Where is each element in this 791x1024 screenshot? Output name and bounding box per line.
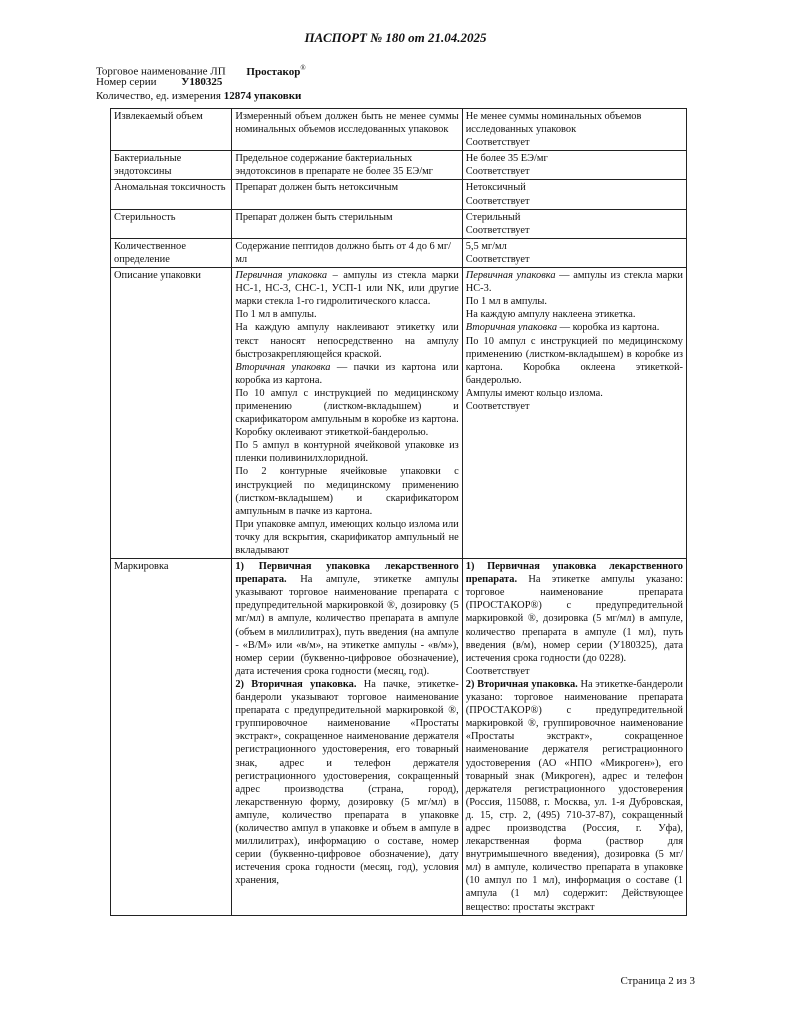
packaging-requirement	[232, 268, 462, 559]
page-number: Страница 2 из 3	[620, 975, 695, 987]
table-row	[111, 109, 687, 151]
requirement-cell: Содержание пептидов должно быть от 4 до 6 мг/мл	[232, 238, 462, 267]
parameter-name: Описание упаковки	[111, 268, 232, 559]
secondary-pack-text: — пачки из картона или коробка из картона.	[235, 361, 459, 386]
result-value: Нетоксичный	[465, 182, 526, 194]
primary-pack-text: — ампулы из стекла марки НС-3.	[465, 270, 683, 295]
result-cell	[462, 209, 686, 238]
marking-text: На этикетке-бандероли указано: торговое наименование препарата (ПРОСТАКОР®) с предупредительной маркировкой ®, группировочное наименование «Простаты экстракт», сокращенное наименование держателя регистрационного удостоверения (АО «НПО «Микроген»), его товарный знак (Микроген), адрес и телефон держателя регистрационного удостоверения (Россия, 115088, г. Москва, ул. 1-я Дубровская, д. 15, стр. 2, (495) 710-37-87), сокращенный адрес производства (Россия, г. Уфа), лекарственная форма (раствор для внутримышечного введения), дозировка (5 мг/мл) в ампуле, количество препарата в упаковке (10 ампул по 1 мл), информация о составе (1 ампула (1 мл) содержит: Действующее вещество: простаты экстракт	[465, 678, 683, 913]
table-row-packaging	[111, 268, 687, 559]
parameter-name: Извлекаемый объем	[111, 109, 232, 151]
table-row	[111, 151, 687, 180]
marking-heading: 1) Первичная упаковка лекарственного препарата.	[465, 561, 683, 586]
marking-heading: 1) Первичная упаковка лекарственного препарата.	[235, 561, 459, 586]
result-value: Не более 35 ЕЭ/мг	[465, 153, 548, 165]
pack-paragraph: По 10 ампул с инструкцией по медицинскому применению (листком-вкладышем) и скарификатором ампульным в коробке из картона. Коробку оклеивают этикеткой-бандеролью.	[235, 387, 459, 439]
pack-paragraph: Ампулы имеют кольцо излома.	[465, 387, 603, 399]
result-cell	[462, 238, 686, 267]
secondary-pack-label: Вторичная упаковка	[465, 322, 558, 334]
result-value: Не менее суммы номинальных объемов исследованных упаковок	[465, 111, 642, 136]
trade-name-label: Торговое наименование ЛП	[96, 65, 226, 78]
parameter-name: Аномальная токсичность	[111, 180, 232, 209]
table-row-marking	[111, 559, 687, 916]
result-status: Соответствует	[465, 166, 530, 178]
requirement-cell: Предельное содержание бактериальных эндотоксинов в препарате не более 35 ЕЭ/мг	[232, 151, 462, 180]
marking-result	[462, 559, 686, 916]
quantity-line	[96, 89, 301, 103]
marking-text: На этикетке ампулы указано: торговое наименование препарата (ПРОСТАКОР®) с предупредительной маркировкой ®, дозировка (5 мг/мл) в ампуле, количество препарата в ампуле (1 мл), путь введения (в/м), номер серии (У180325), дата истечения срока годности (до 0228).	[465, 574, 683, 664]
parameter-name: Стерильность	[111, 209, 232, 238]
pack-paragraph: При упаковке ампул, имеющих кольцо излома или точку для вскрытия, скарификатор ампульный не вкладывают	[235, 518, 459, 556]
parameter-name: Количественное определение	[111, 238, 232, 267]
requirement-cell: Измеренный объем должен быть не менее суммы номинальных объемов исследованных упаковок	[232, 109, 462, 151]
parameter-name: Бактериальные эндотоксины	[111, 151, 232, 180]
marking-heading: 2) Вторичная упаковка.	[235, 678, 357, 690]
marking-text: На пачке, этикетке-бандероли указывают торговое наименование препарата с предупредительной маркировкой ®, группировочное наименование «Простаты экстракт», сокращенное наименование держателя регистрационного удостоверения, его товарный знак, адрес и телефон держателя регистрационного удостоверения, сокращенный адрес производства (страна, город), лекарственную форму, дозировку (5 мг/мл) в ампуле, количество препарата в упаковке (количество ампул в упаковке и объем в ампуле в миллилитрах), информацию о составе, номер серии (буквенно-цифровое обозначение), дату истечения срока годности (месяц, год), условия хранения,	[235, 678, 459, 887]
result-status: Соответствует	[465, 195, 530, 207]
primary-pack-label: Первичная упаковка	[465, 270, 556, 282]
table-row	[111, 209, 687, 238]
trade-name-line: Торговое наименование ЛП Простакор®	[96, 64, 306, 78]
marking-requirement	[232, 559, 462, 916]
result-cell	[462, 151, 686, 180]
pack-paragraph: На каждую ампулу наклеена этикетка.	[465, 309, 636, 321]
result-value: Стерильный	[465, 211, 521, 223]
quantity-label: Количество, ед. измерения	[96, 90, 221, 102]
secondary-pack-text: — коробка из картона.	[557, 322, 660, 334]
series-label: Номер серии	[96, 76, 157, 88]
trade-name-value: Простакор	[246, 65, 301, 78]
primary-pack-text: – ампулы из стекла марки НС-1, НС-3, СНС-1, УСП-1 или NK, или другие марки стекла 1-го гидролитического класса.	[235, 270, 459, 308]
table-row	[111, 238, 687, 267]
pack-paragraph: По 10 ампул с инструкцией по медицинскому применению (листком-вкладышем) в коробке из картона. Коробка оклеена этикеткой-бандеролью.	[465, 335, 683, 386]
pack-paragraph: По 5 ампул в контурной ячейковой упаковке из пленки поливинилхлоридной.	[235, 440, 459, 465]
pack-paragraph: По 1 мл в ампулы.	[465, 296, 547, 308]
marking-text: На ампуле, этикетке ампулы указывают торговое наименование препарата с предупредительной маркировкой ®, дозировку (5 мг/мл) в ампуле, количество препарата в ампуле (объем в миллилитрах), путь введения (на ампуле - «В/М» или «в/м», на этикетке ампулы - «в/м»), номер серии (буквенно-цифровое обозначение), дата истечения срока годности (месяц, год).	[235, 574, 459, 677]
parameter-name: Маркировка	[111, 559, 232, 916]
pack-paragraph: По 2 контурные ячейковые упаковки с инструкцией по медицинскому применению (листком-вкладышем) и скарификатором ампульным в пачке из картона.	[235, 466, 459, 517]
pack-paragraph: По 1 мл в ампулы.	[235, 309, 317, 321]
result-cell	[462, 109, 686, 151]
marking-heading: 2) Вторичная упаковка.	[465, 678, 578, 690]
quantity-value: 12874 упаковки	[223, 90, 302, 102]
result-status: Соответствует	[465, 253, 530, 265]
result-value: 5,5 мг/мл	[465, 240, 507, 252]
document-title: ПАСПОРТ № 180 от 21.04.2025	[304, 30, 487, 45]
series-value: У180325	[181, 76, 223, 88]
series-line	[96, 75, 222, 89]
result-status: Соответствует	[465, 137, 530, 149]
passport-table	[110, 108, 687, 916]
result-cell	[462, 180, 686, 209]
requirement-cell: Препарат должен быть нетоксичным	[232, 180, 462, 209]
result-status: Соответствует	[465, 400, 530, 412]
table-row	[111, 180, 687, 209]
result-status: Соответствует	[465, 665, 530, 677]
requirement-cell: Препарат должен быть стерильным	[232, 209, 462, 238]
secondary-pack-label: Вторичная упаковка	[235, 361, 331, 373]
packaging-result	[462, 268, 686, 559]
primary-pack-label: Первичная упаковка	[235, 270, 328, 282]
result-status: Соответствует	[465, 224, 530, 236]
pack-paragraph: На каждую ампулу наклеивают этикетку или текст наносят непосредственно на ампулу быстрозакрепляющейся краской.	[235, 322, 459, 360]
